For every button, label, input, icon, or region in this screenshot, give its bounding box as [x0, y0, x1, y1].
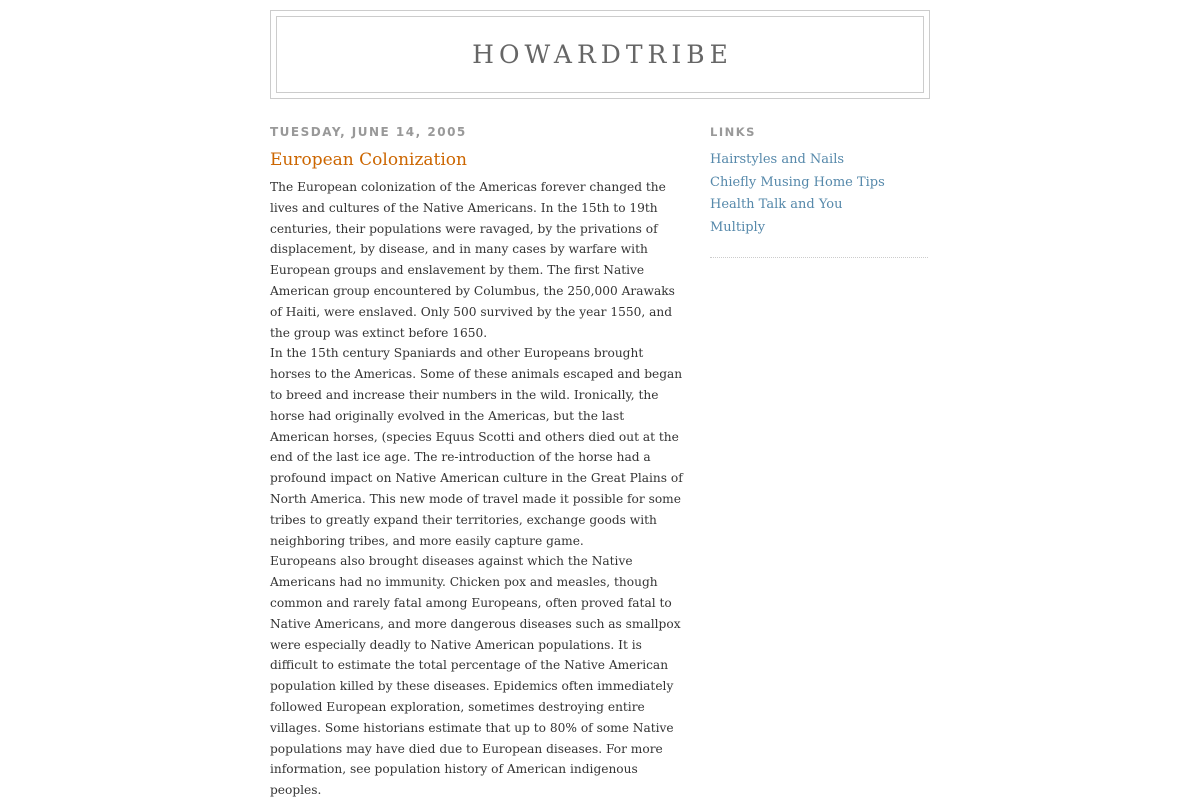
- link-health-talk-and-you[interactable]: Health Talk and You: [710, 197, 843, 213]
- links-list-item: [710, 172, 928, 195]
- link-chiefly-musing-home-tips[interactable]: Chiefly Musing Home Tips: [710, 174, 885, 190]
- link-multiply[interactable]: Multiply: [710, 220, 766, 236]
- blog-title[interactable]: HOWARDTRIBE: [472, 40, 733, 69]
- sidebar: [710, 124, 930, 258]
- post-paragraph: In the 15th century Spaniards and other Europeans brought horses to the Americas. Some of these animals escaped and began to breed and increase their numbers in the wild. Ironically, the horse had originally evolved in the Americas, but the last American horses, (species Equus Scotti and others died out at the end of the last ice age. The re-introduction of the horse had a profound impact on Native American culture in the Great Plains of North America. This new mode of travel made it possible for some tribes to greatly expand their territories, exchange goods with neighboring tribes, and more easily capture game.: [270, 346, 683, 548]
- post-paragraph: Europeans also brought diseases against which the Native Americans had no immunity. Chicken pox and measles, though common and rarely fatal among Europeans, often proved fatal to Native Americans, and more dangerous diseases such as smallpox were especially deadly to Native American populations. It is difficult to estimate the total percentage of the Native American population killed by these diseases. Epidemics often immediately followed European exploration, sometimes destroying entire villages. Some historians estimate that up to 80% of some Native populations may have died due to European diseases. For more information, see population history of American indigenous peoples.: [270, 554, 681, 798]
- blog-header-inner: [276, 16, 924, 93]
- sidebar-links-title: LINKS: [710, 125, 756, 139]
- links-list-item: [710, 217, 928, 240]
- post-body: [270, 177, 685, 801]
- link-hairstyles-and-nails[interactable]: Hairstyles and Nails: [710, 152, 845, 167]
- links-list-item: [710, 149, 928, 172]
- links-list-item: [710, 194, 928, 217]
- post-paragraph: The European colonization of the Americas forever changed the lives and cultures of the Native Americans. In the 15th to 19th centuries, their populations were ravaged, by the privations of displacement, by disease, and in many cases by warfare with European groups and enslavement by them. The first Native American group encountered by Columbus, the 250,000 Arawaks of Haiti, were enslaved. Only 500 survived by the year 1550, and the group was extinct before 1650.: [270, 180, 675, 340]
- blog-header: [270, 10, 930, 99]
- post-date: TUESDAY, JUNE 14, 2005: [270, 125, 467, 139]
- main-content: [270, 124, 685, 801]
- post-title[interactable]: European Colonization: [270, 150, 467, 170]
- links-list: [710, 149, 928, 258]
